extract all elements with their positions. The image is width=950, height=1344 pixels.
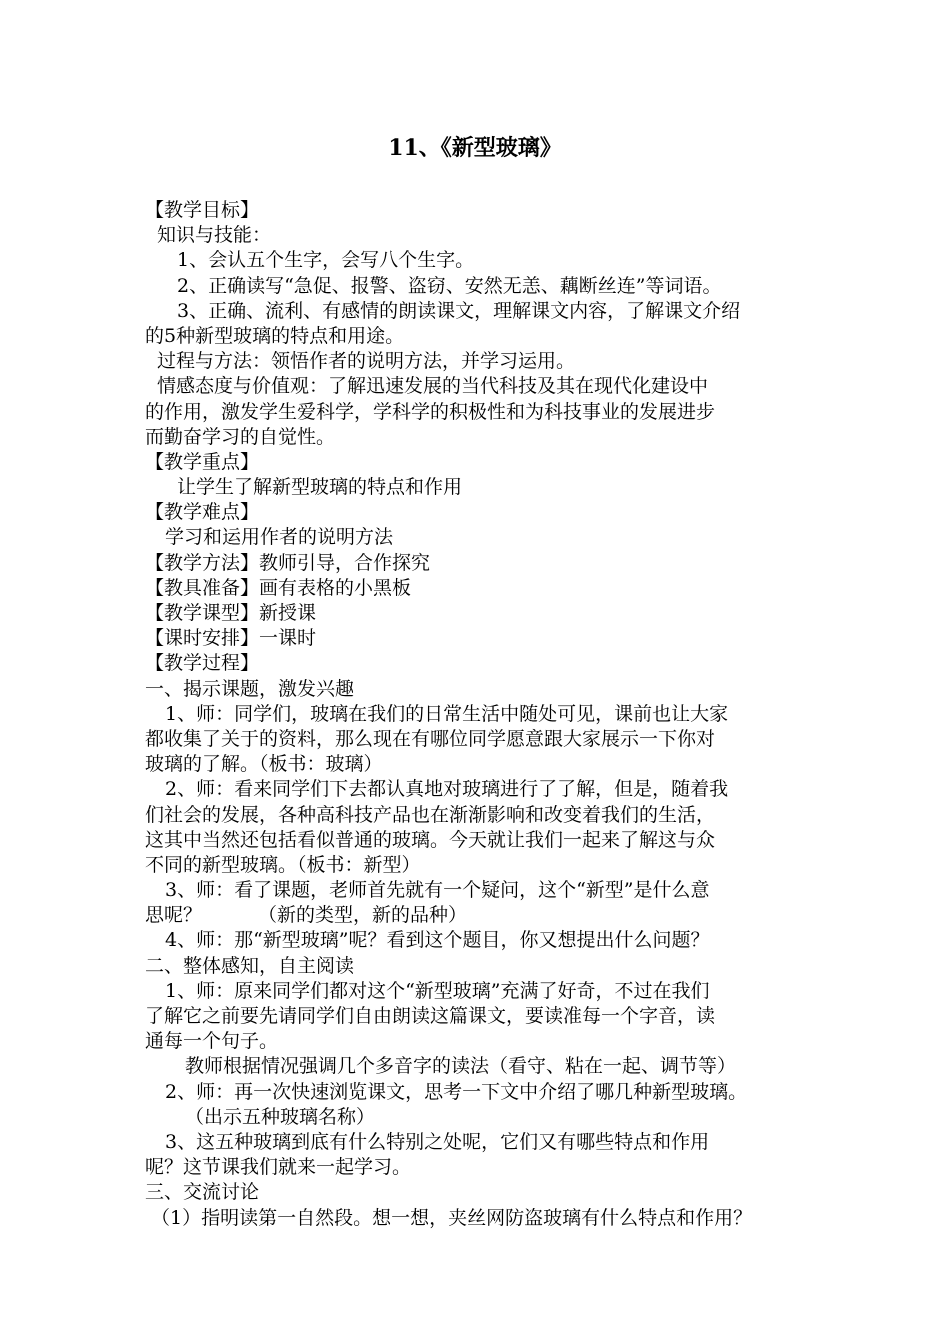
text-line: 2、师：再一次快速浏览课文，思考一下文中介绍了哪几种新型玻璃。 bbox=[165, 1080, 748, 1103]
text-line: 呢？这节课我们就来一起学习。 bbox=[145, 1156, 412, 1179]
text-line: 4、师：那“新型玻璃”呢？看到这个题目，你又想提出什么问题？ bbox=[165, 929, 710, 952]
text-line: 教师根据情况强调几个多音字的读法（看守、粘在一起、调节等） bbox=[185, 1055, 737, 1078]
text-line: 1、会认五个生字，会写八个生字。 bbox=[177, 249, 475, 272]
text-line: 不同的新型玻璃。（板书：新型） bbox=[145, 853, 421, 876]
document-body bbox=[145, 198, 825, 1231]
text-line: 过程与方法：领悟作者的说明方法，并学习运用。 bbox=[157, 350, 576, 373]
document-title: 11、《新型玻璃》 bbox=[388, 135, 562, 161]
step-heading: 二、整体感知，自主阅读 bbox=[145, 954, 355, 977]
text-line: 3、师：看了课题，老师首先就有一个疑问，这个“新型”是什么意 bbox=[165, 879, 710, 902]
text-line: 3、正确、流利、有感情的朗读课文，理解课文内容，了解课文介绍 bbox=[177, 299, 741, 322]
text-line: 通每一个句子。 bbox=[145, 1030, 279, 1053]
text-line: 学习和运用作者的说明方法 bbox=[165, 526, 394, 549]
text-line: 1、师：同学们，玻璃在我们的日常生活中随处可见，课前也让大家 bbox=[165, 702, 729, 725]
text-line: 【教学方法】教师引导，合作探究 bbox=[145, 551, 431, 574]
text-line-with-answer bbox=[145, 903, 825, 928]
text-line: 让学生了解新型玻璃的特点和作用 bbox=[177, 476, 463, 499]
section-heading-process: 【教学过程】 bbox=[145, 652, 260, 675]
text-line: 【课时安排】一课时 bbox=[145, 627, 317, 650]
text-line: 【教学课型】新授课 bbox=[145, 602, 317, 624]
step-heading: 一、揭示课题，激发兴趣 bbox=[145, 677, 355, 700]
text-line: 而勤奋学习的自觉性。 bbox=[145, 425, 336, 448]
step-heading: 三、交流讨论 bbox=[145, 1181, 260, 1204]
text-line: （出示五种玻璃名称） bbox=[185, 1105, 376, 1128]
text-line: 2、正确读写“急促、报警、盗窃、安然无恙、藕断丝连”等词语。 bbox=[177, 274, 722, 297]
text-line: 这其中当然还包括看似普通的玻璃。今天就让我们一起来了解这与众 bbox=[145, 828, 716, 851]
answer-note: （新的类型，新的品种） bbox=[258, 904, 468, 927]
section-heading-objectives: 【教学目标】 bbox=[145, 199, 260, 221]
section-heading-key-points: 【教学重点】 bbox=[145, 450, 260, 473]
text-line: 都收集了关于的资料，那么现在有哪位同学愿意跟大家展示一下你对 bbox=[145, 727, 716, 750]
section-heading-difficulties: 【教学难点】 bbox=[145, 501, 260, 524]
text-line: （1）指明读第一自然段。想一想，夹丝网防盗玻璃有什么特点和作用？ bbox=[151, 1206, 753, 1229]
text-line: 了解它之前要先请同学们自由朗读这篇课文，要读准每一个字音，读 bbox=[145, 1005, 716, 1027]
text-line: 2、师：看来同学们下去都认真地对玻璃进行了了解，但是，随着我 bbox=[165, 778, 729, 801]
text-line: 【教具准备】画有表格的小黑板 bbox=[145, 576, 412, 599]
text-line: 的作用，激发学生爱科学，学科学的积极性和为科技事业的发展进步 bbox=[145, 400, 716, 423]
subheading-knowledge-skills: 知识与技能： bbox=[157, 224, 272, 247]
text-line: 3、这五种玻璃到底有什么特别之处呢，它们又有哪些特点和作用 bbox=[165, 1130, 710, 1153]
text-line: 的5种新型玻璃的特点和用途。 bbox=[145, 324, 405, 347]
text-line: 1、师：原来同学们都对这个“新型玻璃”充满了好奇，不过在我们 bbox=[165, 979, 710, 1002]
text-line: 情感态度与价值观：了解迅速发展的当代科技及其在现代化建设中 bbox=[157, 375, 709, 398]
text-line: 玻璃的了解。（板书：玻璃） bbox=[145, 753, 383, 776]
text-line: 们社会的发展，各种高科技产品也在渐渐影响和改变着我们的生活， bbox=[145, 803, 716, 826]
text-segment: 思呢？ bbox=[145, 904, 203, 927]
